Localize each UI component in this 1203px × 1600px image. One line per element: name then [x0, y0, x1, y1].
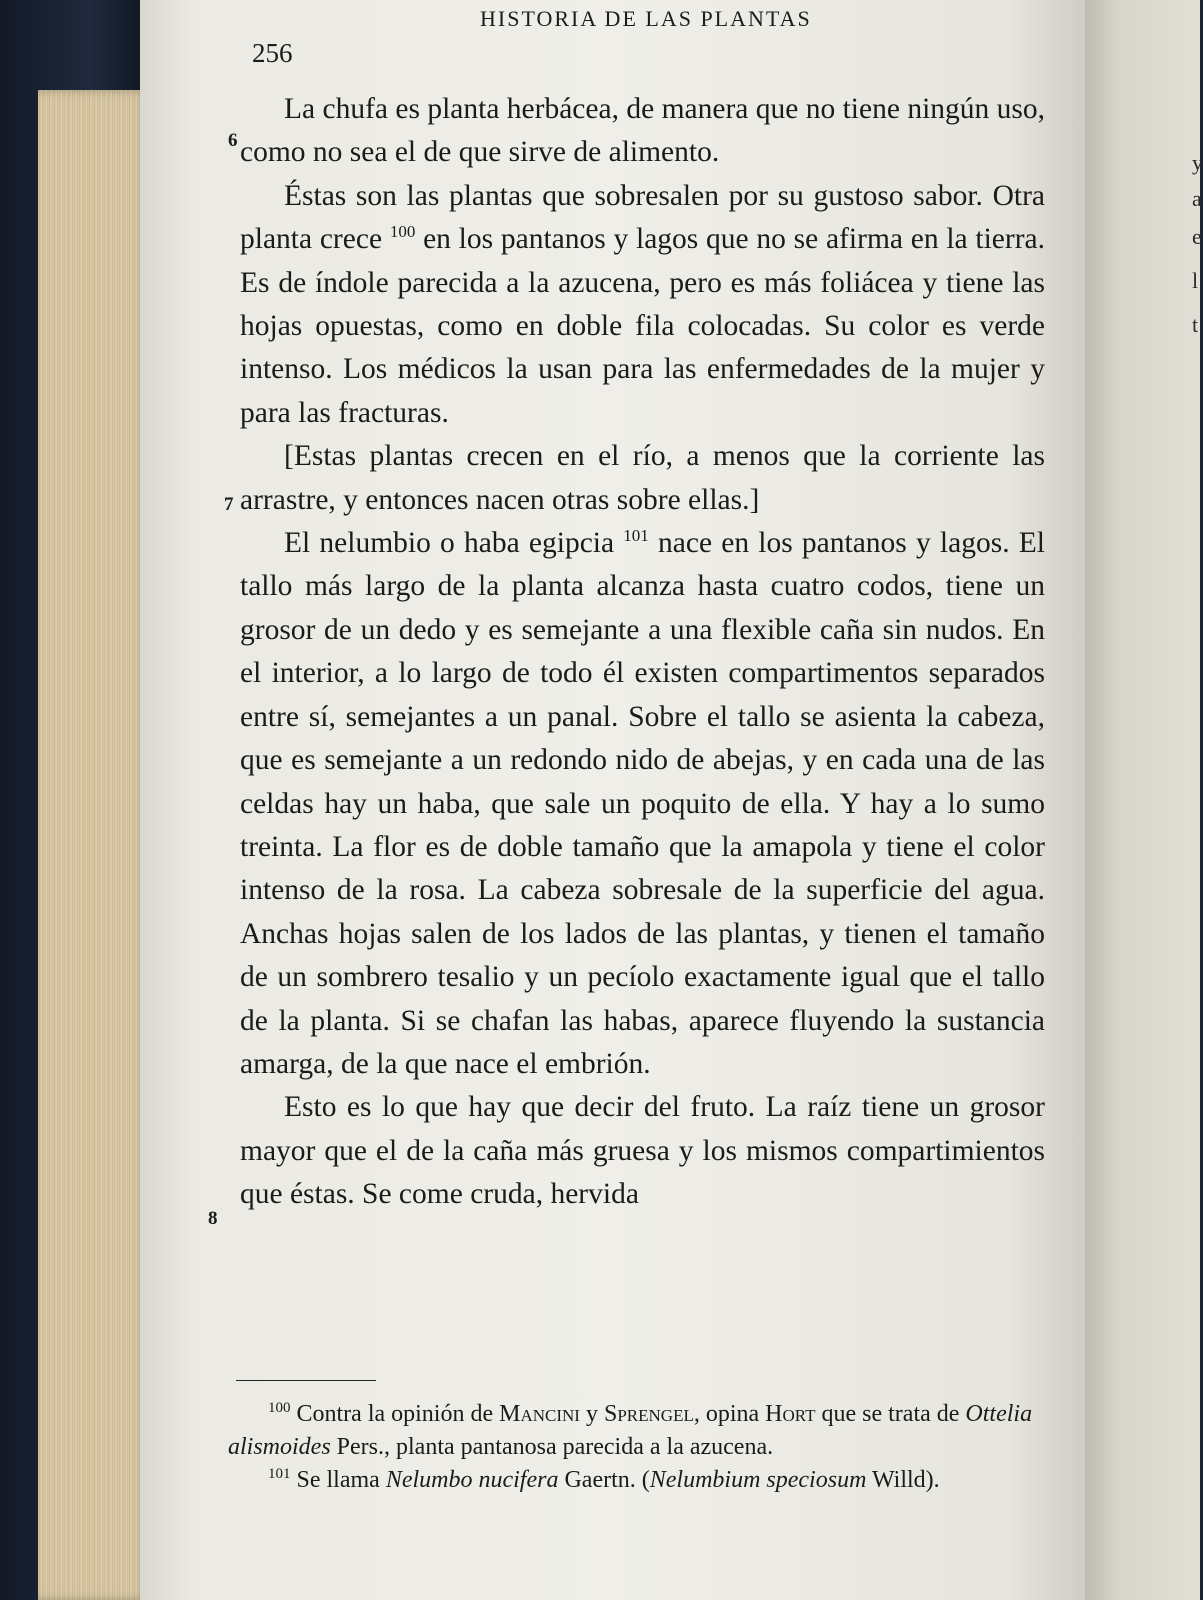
- footnote-number: 101: [268, 1466, 291, 1482]
- paragraph-text: nace en los pantanos y lagos. El tallo más largo de la planta alcanza hasta cuatro codos, tiene un grosor de un dedo y es semejante a una flexible caña sin nudos. En el interior, a lo largo de todo él existen compartimentos separados entre sí, semejantes a un panal. Sobre el tallo se asienta la cabeza, que es semejante a un redondo nido de abejas, y en cada una de las celdas hay un haba, que sale un poquito de ella. Y hay a lo sumo treinta. La flor es de doble tamaño que la amapola y tiene el color intenso de la rosa. La cabeza sobresale de la superficie del agua. Anchas hojas salen de los lados de las plantas, y tienen el tamaño de un sombrero tesalio y un pecíolo exactamente igual que el tallo de la planta. Si se chafan las habas, aparece fluyendo la sustancia amarga, de la que nace el embrión.: [240, 527, 1046, 1080]
- paragraph: [Estas plantas crecen en el río, a menos que la corriente las arrastre, y entonces nacen otras sobre ellas.]: [240, 440, 1045, 516]
- footnote-ref: 100: [389, 222, 416, 242]
- facing-page-fragment: y: [1192, 150, 1203, 175]
- author-name: Mancini: [499, 1401, 580, 1427]
- margin-number: 8: [208, 1208, 218, 1229]
- book-page: [140, 0, 1085, 1600]
- margin-number: 6: [228, 130, 238, 151]
- facing-page-fragment: t: [1192, 312, 1199, 337]
- paragraph-text: Éstas son las plantas que sobresalen por su gustoso sabor. Otra planta crece: [240, 179, 1045, 256]
- footnote: [228, 1464, 1058, 1497]
- body-text: [240, 88, 1045, 1217]
- facing-page-edge: [1085, 0, 1200, 1600]
- page-number: 256: [252, 38, 293, 68]
- species-name: Ottelia alismoides: [228, 1401, 1033, 1460]
- facing-page-fragment: e: [1192, 224, 1202, 249]
- paragraph: Esto es lo que hay que decir del fruto. La raíz tiene un grosor mayor que el de la caña más gruesa y los mismos compartimientos que éstas. Se come cruda, hervida: [240, 1091, 1045, 1211]
- margin-number: 7: [224, 494, 234, 515]
- footnote-text: y: [579, 1401, 604, 1427]
- footnote-ref: 101: [623, 526, 649, 546]
- paragraph-text: en los pantanos y lagos que no se afirma en la tierra. Es de índole parecida a la azucena, pero es más foliácea y tiene las hojas opuestas, como en doble fila colocadas. Su color es verde intenso. Los médicos la usan para las enfermedades de la mujer y para las fracturas.: [240, 223, 1046, 429]
- species-name: Nelumbo nucifera: [385, 1467, 559, 1493]
- footnote-text: Pers., planta pantanosa parecida a la azucena.: [330, 1434, 774, 1460]
- paragraph-text: El nelumbio o haba egipcia: [284, 527, 615, 560]
- facing-page-fragment: l: [1192, 268, 1199, 293]
- paragraph: La chufa es planta herbácea, de manera que no tiene ningún uso, como no sea el de que sirve de alimento.: [240, 93, 1045, 169]
- paragraph: [240, 522, 1045, 1086]
- author-name: Sprengel: [603, 1401, 694, 1427]
- footnote-number: 100: [268, 1400, 291, 1416]
- page-edges: [38, 90, 150, 1600]
- facing-page-fragment: a: [1192, 186, 1202, 211]
- footnote-text: Se llama: [290, 1467, 386, 1493]
- footnote-rule: [236, 1380, 376, 1381]
- author-name: Hort: [765, 1401, 816, 1427]
- paragraph: [240, 175, 1045, 435]
- footnote-text: Contra la opinión de: [290, 1401, 500, 1427]
- species-name: Nelumbium speciosum: [649, 1467, 867, 1493]
- footnote-text: , opina: [693, 1401, 766, 1427]
- footnote-text: Gaertn. (: [558, 1467, 650, 1493]
- footnote-text: Willd).: [866, 1467, 940, 1493]
- running-head: HISTORIA DE LAS PLANTAS: [480, 6, 812, 31]
- footnote: [228, 1398, 1058, 1464]
- footnotes: [228, 1398, 1058, 1497]
- footnote-text: que se trata de: [815, 1401, 966, 1427]
